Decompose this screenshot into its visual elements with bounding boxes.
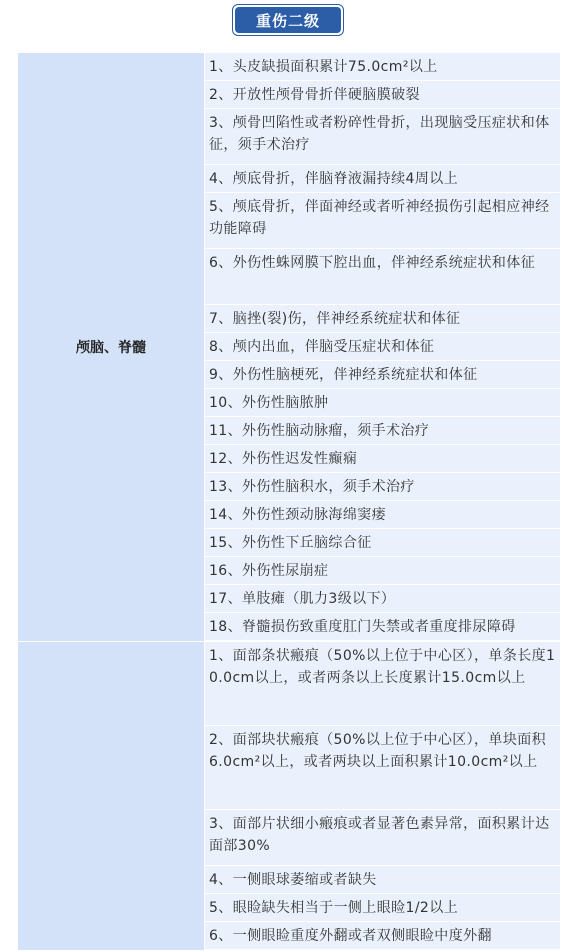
list-item: 8、颅内出血，伴脑受压症状和体征 xyxy=(205,333,560,361)
list-item: 6、外伤性蛛网膜下腔出血，伴神经系统症状和体征 xyxy=(205,249,560,305)
list-item: 4、一侧眼球萎缩或者缺失 xyxy=(205,866,560,894)
list-item: 17、单肢瘫（肌力3级以下） xyxy=(205,585,560,613)
list-item: 5、颅底骨折，伴面神经或者听神经损伤引起相应神经功能障碍 xyxy=(205,193,560,249)
list-item: 2、开放性颅骨骨折伴硬脑膜破裂 xyxy=(205,81,560,109)
list-item: 9、外伤性脑梗死，伴神经系统症状和体征 xyxy=(205,361,560,389)
header xyxy=(0,0,582,47)
list-item: 12、外伤性迟发性癫痫 xyxy=(205,445,560,473)
list-item: 1、头皮缺损面积累计75.0cm²以上 xyxy=(205,53,560,81)
page-title: 重伤二级 xyxy=(235,7,341,33)
list-item: 16、外伤性尿崩症 xyxy=(205,557,560,585)
list-item: 3、颅骨凹陷性或者粉碎性骨折，出现脑受压症状和体征，须手术治疗 xyxy=(205,109,560,165)
list-item: 10、外伤性脑脓肿 xyxy=(205,389,560,417)
list-item: 6、一侧眼睑重度外翻或者双侧眼睑中度外翻 xyxy=(205,922,560,950)
list-item: 2、面部块状瘢痕（50%以上位于中心区），单块面积6.0cm²以上，或者两块以上面积累计10.0cm²以上 xyxy=(205,726,560,810)
section-face xyxy=(18,642,560,951)
section-craniocerebral xyxy=(18,53,560,642)
list-item: 4、颅底骨折，伴脑脊液漏持续4周以上 xyxy=(205,165,560,193)
injury-table xyxy=(18,53,560,951)
category-cell xyxy=(18,642,205,950)
item-list xyxy=(205,642,560,950)
list-item: 18、脊髓损伤致重度肛门失禁或者重度排尿障碍 xyxy=(205,613,560,641)
list-item: 3、面部片状细小瘢痕或者显著色素异常，面积累计达面部30% xyxy=(205,810,560,866)
list-item: 1、面部条状瘢痕（50%以上位于中心区），单条长度10.0cm以上，或者两条以上长度累计15.0cm以上 xyxy=(205,642,560,726)
list-item: 11、外伤性脑动脉瘤，须手术治疗 xyxy=(205,417,560,445)
title-badge xyxy=(232,4,344,36)
list-item: 13、外伤性脑积水，须手术治疗 xyxy=(205,473,560,501)
category-cell: 颅脑、脊髓 xyxy=(18,53,205,641)
list-item: 5、眼睑缺失相当于一侧上眼睑1/2以上 xyxy=(205,894,560,922)
list-item: 7、脑挫(裂)伤，伴神经系统症状和体征 xyxy=(205,305,560,333)
list-item: 15、外伤性下丘脑综合征 xyxy=(205,529,560,557)
item-list xyxy=(205,53,560,641)
list-item: 14、外伤性颈动脉海绵窦瘘 xyxy=(205,501,560,529)
